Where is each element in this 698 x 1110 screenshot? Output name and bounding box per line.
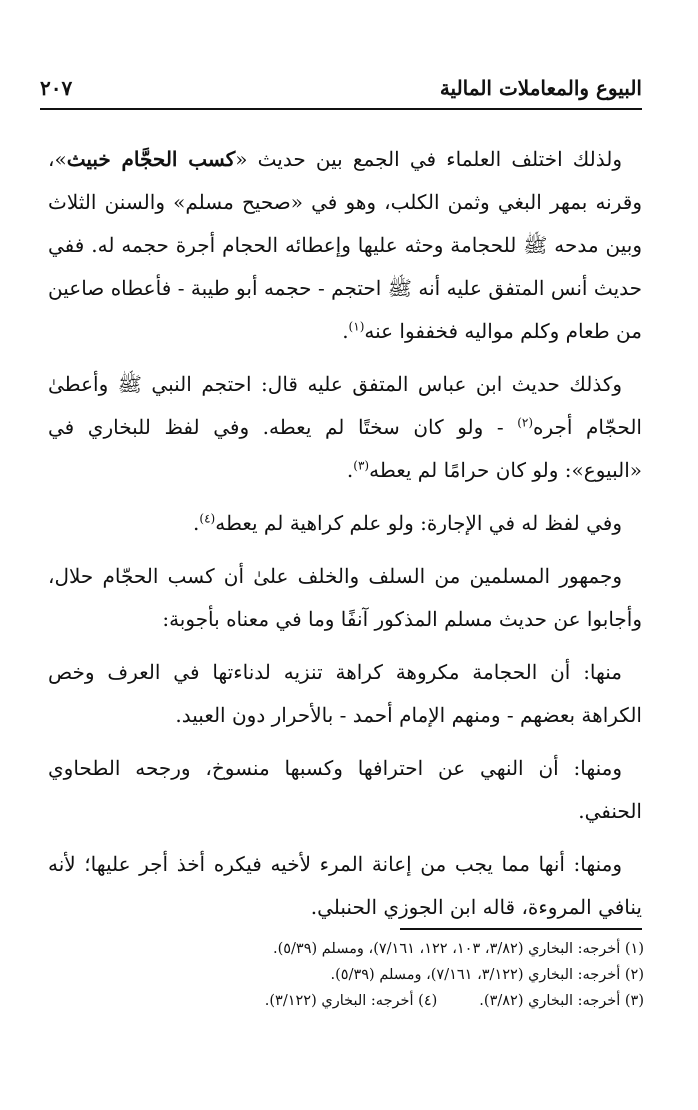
running-title: البيوع والمعاملات المالية: [439, 76, 642, 100]
text-run: - ولو كان سختًا لم يعطه. وفي لفظ للبخاري في «البيوع»: ولو كان حرامًا لم يعطه: [48, 415, 642, 482]
paragraph-5: منها: أن الحجامة مكروهة كراهة تنزيه لدناءتها في العرف وخص الكراهة بعضهم - ومنهم الإمام أحمد - بالأحرار دون العبيد.: [48, 660, 642, 727]
main-text: [48, 138, 642, 929]
text-run: .: [346, 458, 354, 482]
paragraph-2: [48, 363, 642, 492]
text-run: .: [342, 319, 349, 343]
footnote-ref-2[interactable]: (٢): [517, 415, 534, 430]
footnote-2: (٢) أخرجه: البخاري (٣/١٢٢، ٧/١٦١)، ومسلم (٥/٣٩).: [330, 967, 644, 983]
paragraph-4: وجمهور المسلمين من السلف والخلف علىٰ أن كسب الحجّام حلال، وأجابوا عن حديث مسلم المذكور آنفًا وما في معناه بأجوبة:: [48, 564, 642, 631]
text-run: ولذلك اختلف العلماء في الجمع بين حديث «: [235, 147, 622, 171]
footnote-ref-4[interactable]: (٤): [199, 511, 216, 526]
hadith-quote: كسب الحجَّام خبيث: [66, 147, 236, 171]
footnote-divider: [400, 928, 642, 930]
page-header: [40, 72, 642, 110]
text-run: وكذلك حديث ابن عباس المتفق عليه قال: احتجم النبي ﷺ وأعطىٰ الحجّام أجره: [48, 372, 642, 439]
paragraph-3: [48, 502, 642, 545]
text-run: .: [193, 511, 200, 535]
footnote-row: [48, 988, 644, 1014]
text-run: »، وقرنه بمهر البغي وثمن الكلب، وهو في «صحيح مسلم» والسنن الثلاث وبين مدحه ﷺ للحجامة وحثه عليها وإعطائه الحجام أجرة حجمه له. ففي حديث أنس المتفق عليه أنه ﷺ احتجم - حجمه أبو طيبة - فأعطاه صاعين من طعام وكلم مواليه فخففوا عنه: [48, 147, 642, 343]
page-number: ٢٠٧: [40, 76, 73, 100]
paragraph-1: [48, 138, 642, 353]
paragraph-7: ومنها: أنها مما يجب من إعانة المرء لأخيه فيكره أخذ أجر عليها؛ لأنه ينافي المروءة، قاله ابن الجوزي الحنبلي.: [48, 852, 642, 919]
footnote-ref-1[interactable]: (١): [348, 319, 365, 334]
footnote-3: (٣) أخرجه: البخاري (٣/٨٢).: [479, 993, 644, 1009]
footnote-ref-3[interactable]: (٣): [353, 458, 370, 473]
footnotes: [48, 936, 644, 1014]
footnote-4: (٤) أخرجه: البخاري (٣/١٢٢).: [264, 993, 438, 1009]
text-run: وفي لفظ له في الإجارة: ولو علم كراهية لم يعطه: [215, 511, 622, 535]
paragraph-6: ومنها: أن النهي عن احترافها وكسبها منسوخ، ورجحه الطحاوي الحنفي.: [48, 756, 642, 823]
footnote-1: (١) أخرجه: البخاري (٣/٨٢، ١٠٣، ١٢٢، ٧/١٦١)، ومسلم (٥/٣٩).: [272, 941, 644, 957]
